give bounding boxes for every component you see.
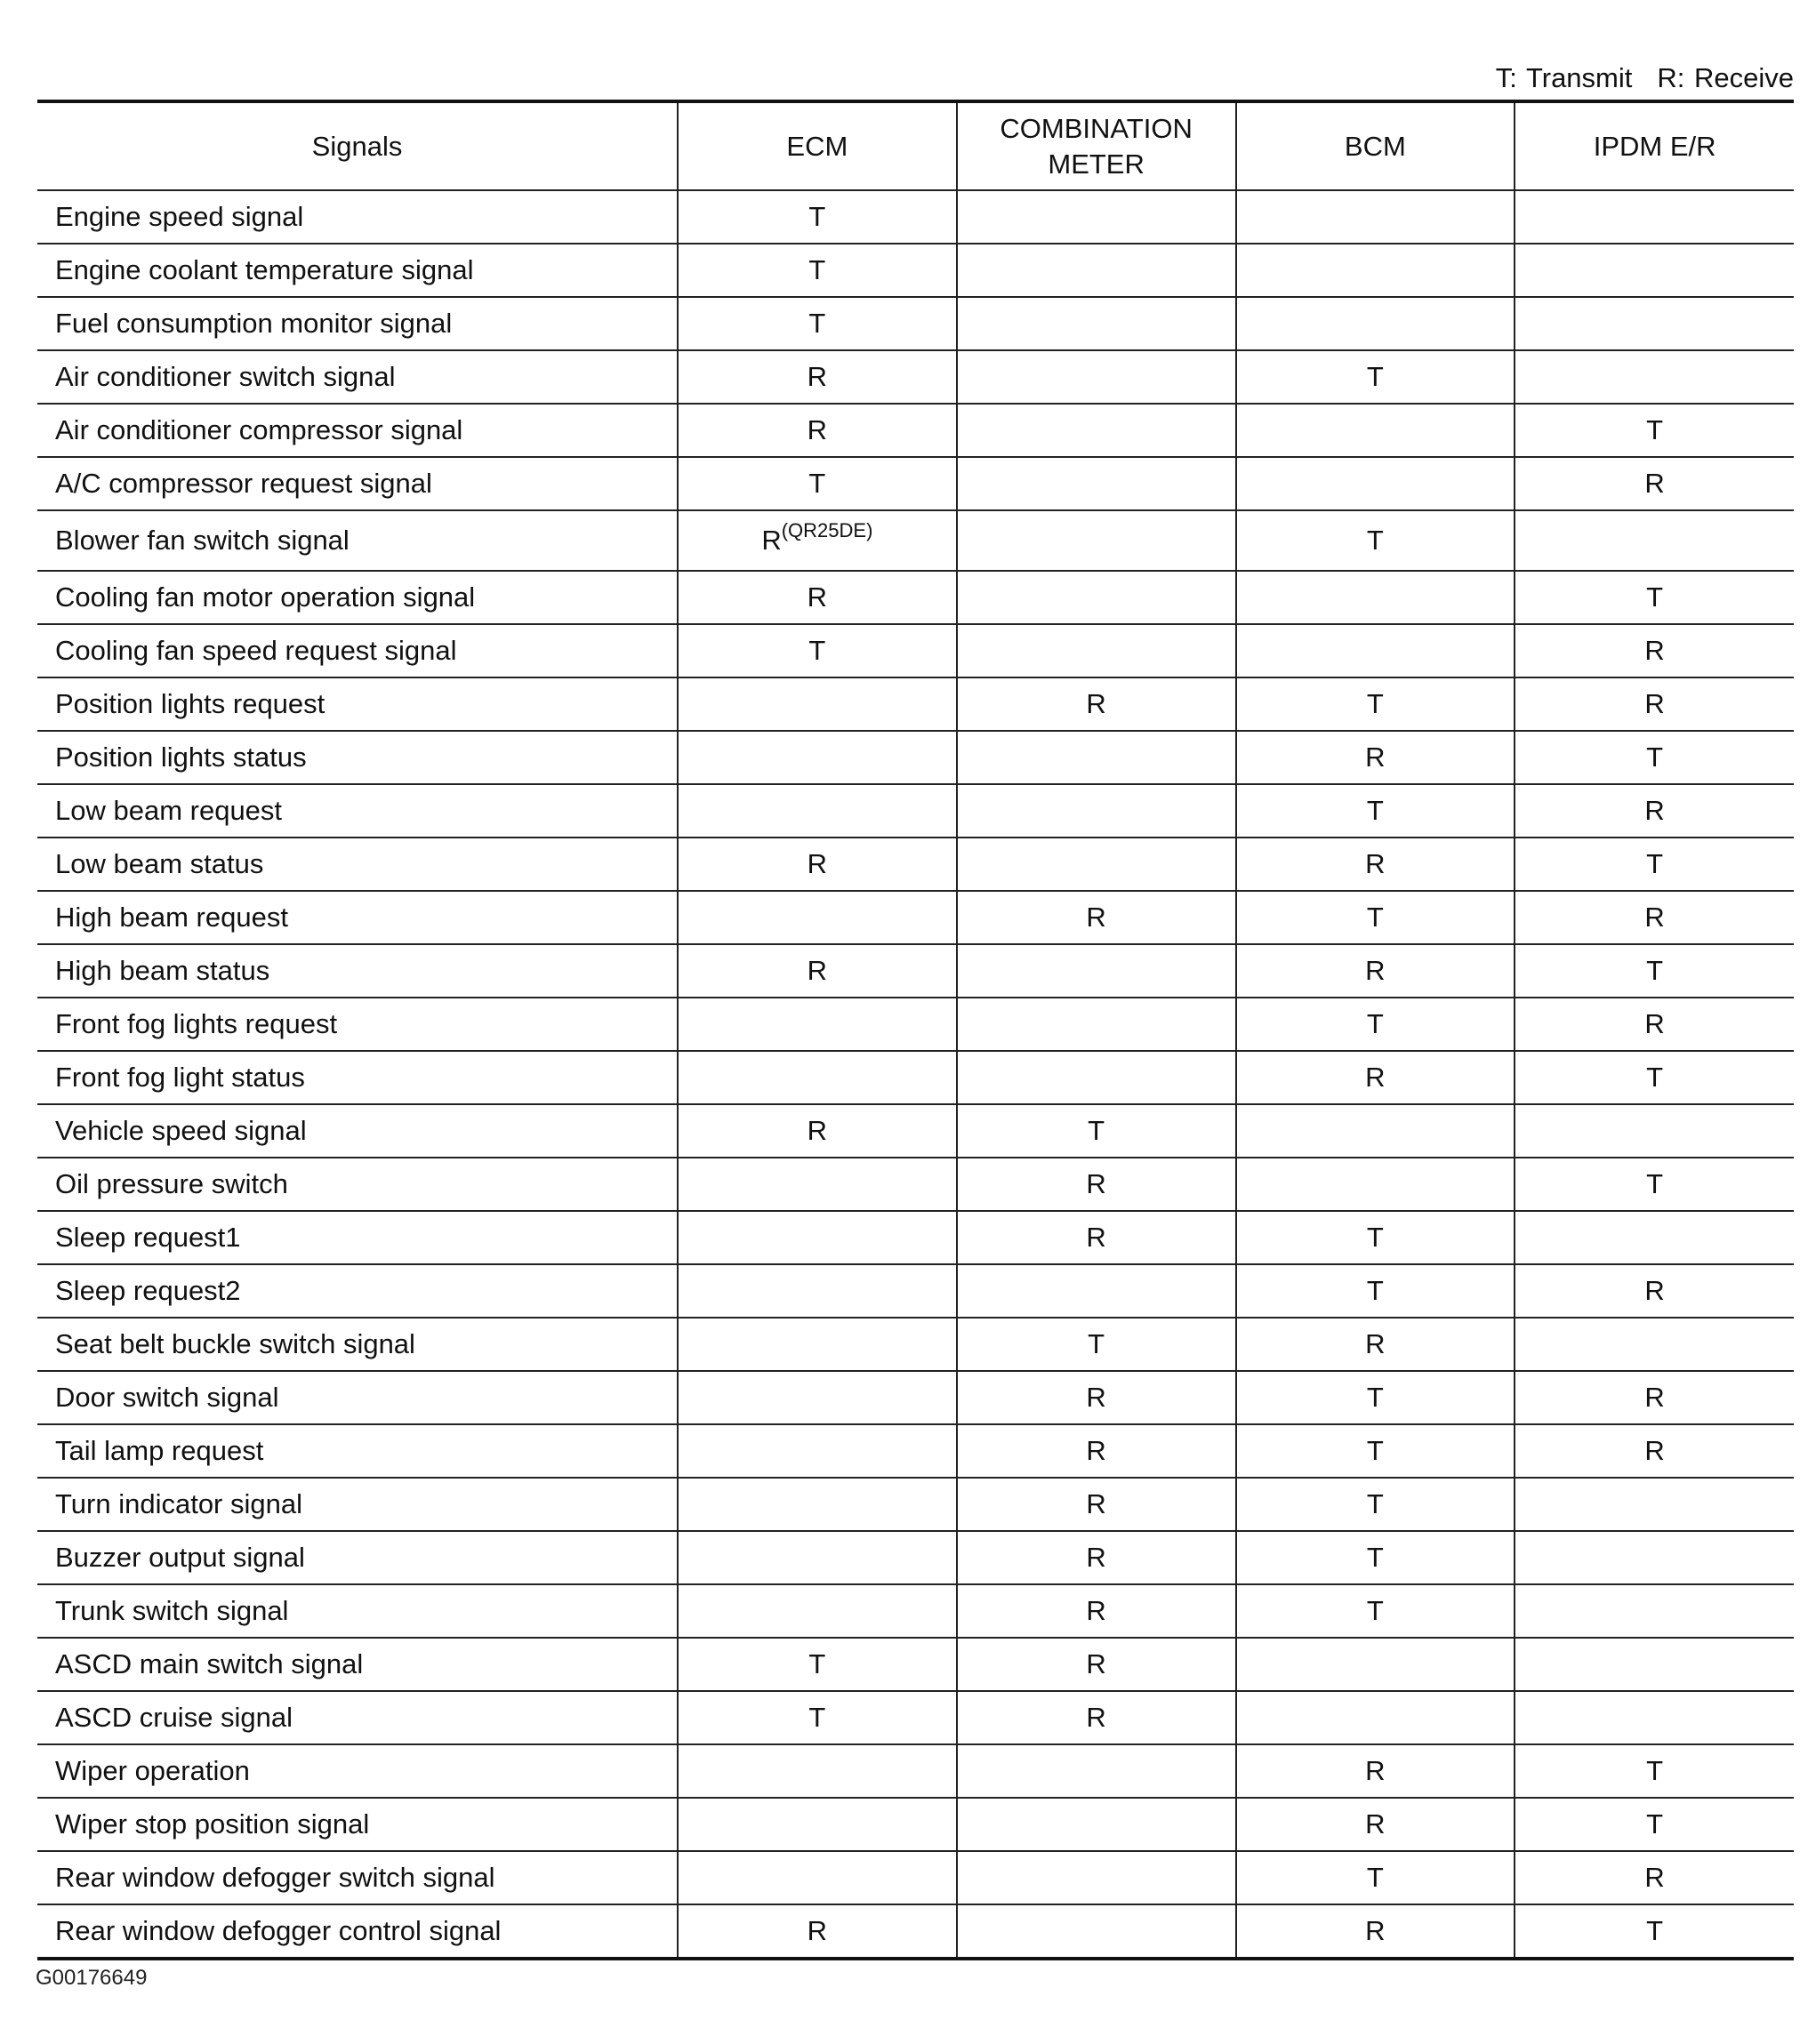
bcm-cell <box>1236 1851 1515 1904</box>
table-row <box>37 1371 1794 1424</box>
ecm-cell <box>678 1691 957 1744</box>
ecm-cell-value: T <box>808 201 826 232</box>
combination-meter-cell-value: R <box>1086 1488 1106 1519</box>
bcm-cell-value: T <box>1366 361 1384 392</box>
combination-meter-cell <box>957 784 1236 838</box>
ecm-cell-value: R <box>761 525 782 556</box>
bcm-cell-value: T <box>1366 1382 1384 1413</box>
ecm-cell <box>678 677 957 731</box>
bcm-cell <box>1236 457 1515 510</box>
bcm-cell <box>1236 571 1515 624</box>
signal-name: Fuel consumption monitor signal <box>37 297 678 350</box>
ipdm-cell <box>1515 1264 1794 1318</box>
table-row <box>37 1104 1794 1158</box>
combination-meter-cell-value: T <box>1088 1328 1105 1359</box>
ipdm-cell <box>1515 998 1794 1051</box>
signal-name: High beam status <box>37 944 678 998</box>
ipdm-cell-value: T <box>1646 414 1664 445</box>
ipdm-cell <box>1515 1211 1794 1264</box>
table-row <box>37 891 1794 944</box>
bcm-cell <box>1236 1531 1515 1584</box>
table-row <box>37 571 1794 624</box>
bcm-cell <box>1236 1478 1515 1531</box>
signal-name: Blower fan switch signal <box>37 510 678 571</box>
bcm-cell-value: R <box>1365 1755 1386 1786</box>
bcm-cell-value: T <box>1366 525 1384 556</box>
table-row <box>37 1158 1794 1211</box>
signal-name: ASCD cruise signal <box>37 1691 678 1744</box>
ipdm-cell-value: T <box>1646 1915 1664 1946</box>
table-row <box>37 1904 1794 1959</box>
signal-name: Tail lamp request <box>37 1424 678 1478</box>
header-ecm: ECM <box>678 101 957 190</box>
bcm-cell <box>1236 244 1515 297</box>
combination-meter-cell <box>957 1744 1236 1798</box>
ecm-cell <box>678 1104 957 1158</box>
ecm-cell <box>678 1478 957 1531</box>
combination-meter-cell <box>957 944 1236 998</box>
table-row <box>37 1051 1794 1104</box>
combination-meter-cell <box>957 1371 1236 1424</box>
ecm-cell-value: T <box>808 468 826 499</box>
figure-id: G00176649 <box>36 1966 148 1990</box>
ipdm-cell <box>1515 457 1794 510</box>
table-row <box>37 1424 1794 1478</box>
ipdm-cell <box>1515 1478 1794 1531</box>
signal-name: Sleep request2 <box>37 1264 678 1318</box>
ecm-cell-value: R <box>807 1115 828 1146</box>
ecm-cell <box>678 1584 957 1638</box>
ecm-cell <box>678 571 957 624</box>
ipdm-cell <box>1515 1691 1794 1744</box>
signal-name: ASCD main switch signal <box>37 1638 678 1691</box>
legend-receive: R: Receive <box>1657 62 1794 93</box>
bcm-cell <box>1236 1638 1515 1691</box>
combination-meter-cell <box>957 1158 1236 1211</box>
bcm-cell-value: T <box>1366 688 1384 719</box>
ipdm-cell-value: R <box>1644 795 1665 826</box>
table-row <box>37 244 1794 297</box>
ecm-cell <box>678 1318 957 1371</box>
ecm-cell <box>678 404 957 457</box>
signal-rows <box>37 190 1794 1959</box>
signal-name: Front fog lights request <box>37 998 678 1051</box>
ecm-cell <box>678 1424 957 1478</box>
bcm-cell <box>1236 784 1515 838</box>
bcm-cell <box>1236 1798 1515 1851</box>
ecm-cell-value: R <box>807 414 828 445</box>
ecm-cell-value: T <box>808 308 826 339</box>
ecm-cell-value: T <box>808 1648 826 1679</box>
signal-name: Cooling fan speed request signal <box>37 624 678 677</box>
ipdm-cell <box>1515 1318 1794 1371</box>
ecm-cell <box>678 891 957 944</box>
ipdm-cell <box>1515 838 1794 891</box>
table-row <box>37 1744 1794 1798</box>
table-row <box>37 784 1794 838</box>
ecm-cell <box>678 1744 957 1798</box>
table-row <box>37 404 1794 457</box>
ipdm-cell-value: T <box>1646 741 1664 773</box>
ipdm-cell <box>1515 244 1794 297</box>
ecm-cell-value: T <box>808 635 826 666</box>
bcm-cell-value: T <box>1366 795 1384 826</box>
combination-meter-cell <box>957 1904 1236 1959</box>
bcm-cell <box>1236 944 1515 998</box>
ecm-cell <box>678 784 957 838</box>
ipdm-cell <box>1515 1584 1794 1638</box>
ecm-cell-value: R <box>807 1915 828 1946</box>
bcm-cell <box>1236 677 1515 731</box>
ipdm-cell <box>1515 1531 1794 1584</box>
bcm-cell <box>1236 1264 1515 1318</box>
ecm-cell <box>678 244 957 297</box>
table-row <box>37 1851 1794 1904</box>
ecm-cell <box>678 838 957 891</box>
ecm-cell-value: R <box>807 581 828 613</box>
ipdm-cell-value: R <box>1644 1008 1665 1039</box>
table-row <box>37 1531 1794 1584</box>
ecm-cell-value: R <box>807 361 828 392</box>
bcm-cell <box>1236 1104 1515 1158</box>
ecm-cell <box>678 1851 957 1904</box>
combination-meter-cell <box>957 677 1236 731</box>
signal-table <box>37 100 1794 1960</box>
table-row <box>37 1211 1794 1264</box>
header-combination-meter <box>957 101 1236 190</box>
bcm-cell <box>1236 510 1515 571</box>
bcm-cell <box>1236 624 1515 677</box>
combination-meter-cell <box>957 998 1236 1051</box>
ipdm-cell-value: T <box>1646 1755 1664 1786</box>
ecm-cell <box>678 1904 957 1959</box>
combination-meter-cell <box>957 1104 1236 1158</box>
ecm-cell <box>678 1798 957 1851</box>
ipdm-cell-value: T <box>1646 1808 1664 1840</box>
engine-variant-note: (QR25DE) <box>781 519 873 541</box>
table-row <box>37 1264 1794 1318</box>
table-row <box>37 350 1794 404</box>
table-row <box>37 457 1794 510</box>
ipdm-cell <box>1515 571 1794 624</box>
ipdm-cell <box>1515 190 1794 244</box>
ipdm-cell <box>1515 1104 1794 1158</box>
signal-name: Vehicle speed signal <box>37 1104 678 1158</box>
signal-name: Position lights request <box>37 677 678 731</box>
table-row <box>37 1584 1794 1638</box>
combination-meter-cell <box>957 190 1236 244</box>
combination-meter-cell <box>957 404 1236 457</box>
combination-meter-cell-value: R <box>1086 1168 1106 1199</box>
ipdm-cell <box>1515 1638 1794 1691</box>
ipdm-cell <box>1515 350 1794 404</box>
ipdm-cell-value: R <box>1644 688 1665 719</box>
bcm-cell <box>1236 998 1515 1051</box>
ipdm-cell <box>1515 677 1794 731</box>
combination-meter-cell <box>957 1638 1236 1691</box>
ipdm-cell <box>1515 1851 1794 1904</box>
combination-meter-cell-value: R <box>1086 1702 1106 1733</box>
bcm-cell-value: R <box>1365 1328 1386 1359</box>
ecm-cell <box>678 1371 957 1424</box>
header-row <box>37 101 1794 190</box>
combination-meter-cell <box>957 1531 1236 1584</box>
bcm-cell <box>1236 1318 1515 1371</box>
ipdm-cell <box>1515 731 1794 784</box>
table-row <box>37 838 1794 891</box>
ipdm-cell <box>1515 1051 1794 1104</box>
bcm-cell <box>1236 1211 1515 1264</box>
signal-name: A/C compressor request signal <box>37 457 678 510</box>
ipdm-cell-value: T <box>1646 848 1664 879</box>
bcm-cell <box>1236 1744 1515 1798</box>
signal-name: Air conditioner compressor signal <box>37 404 678 457</box>
header-signals: Signals <box>37 101 678 190</box>
combination-meter-cell-value: R <box>1086 1382 1106 1413</box>
ecm-cell <box>678 297 957 350</box>
combination-meter-cell <box>957 571 1236 624</box>
bcm-cell <box>1236 404 1515 457</box>
ecm-cell <box>678 731 957 784</box>
transmit-receive-legend <box>1496 62 1794 94</box>
combination-meter-cell-value: R <box>1086 1648 1106 1679</box>
bcm-cell <box>1236 1904 1515 1959</box>
combination-meter-cell <box>957 1264 1236 1318</box>
signal-name: Front fog light status <box>37 1051 678 1104</box>
ipdm-cell-value: R <box>1644 1862 1665 1893</box>
ipdm-cell <box>1515 944 1794 998</box>
can-signal-chart <box>37 100 1794 1960</box>
combination-meter-cell <box>957 1851 1236 1904</box>
ipdm-cell <box>1515 1904 1794 1959</box>
ipdm-cell <box>1515 784 1794 838</box>
signal-name: Oil pressure switch <box>37 1158 678 1211</box>
table-row <box>37 1691 1794 1744</box>
combination-meter-cell-value: R <box>1086 1222 1106 1253</box>
ecm-cell <box>678 998 957 1051</box>
ipdm-cell-value: R <box>1644 1275 1665 1306</box>
ecm-cell-value: T <box>808 254 826 285</box>
combination-meter-cell-value: R <box>1086 1542 1106 1573</box>
combination-meter-cell <box>957 457 1236 510</box>
combination-meter-cell <box>957 1584 1236 1638</box>
ipdm-cell-value: R <box>1644 635 1665 666</box>
ipdm-cell-value: R <box>1644 902 1665 933</box>
ecm-cell <box>678 624 957 677</box>
header-combination-meter-line2: METER <box>1048 148 1145 180</box>
combination-meter-cell-value: R <box>1086 688 1106 719</box>
ecm-cell <box>678 457 957 510</box>
combination-meter-cell <box>957 297 1236 350</box>
signal-name: Door switch signal <box>37 1371 678 1424</box>
ipdm-cell <box>1515 624 1794 677</box>
bcm-cell-value: T <box>1366 1862 1384 1893</box>
ecm-cell <box>678 1051 957 1104</box>
signal-name: Buzzer output signal <box>37 1531 678 1584</box>
ipdm-cell-value: R <box>1644 1382 1665 1413</box>
table-row <box>37 190 1794 244</box>
combination-meter-cell <box>957 1051 1236 1104</box>
signal-name: Engine speed signal <box>37 190 678 244</box>
combination-meter-cell <box>957 838 1236 891</box>
bcm-cell <box>1236 1584 1515 1638</box>
signal-name: Sleep request1 <box>37 1211 678 1264</box>
combination-meter-cell <box>957 1691 1236 1744</box>
ipdm-cell-value: T <box>1646 1168 1664 1199</box>
bcm-cell <box>1236 838 1515 891</box>
ipdm-cell <box>1515 510 1794 571</box>
bcm-cell-value: T <box>1366 1488 1384 1519</box>
table-row <box>37 944 1794 998</box>
header-ipdm: IPDM E/R <box>1515 101 1794 190</box>
bcm-cell-value: T <box>1366 1435 1384 1466</box>
bcm-cell <box>1236 350 1515 404</box>
table-row <box>37 731 1794 784</box>
table-row <box>37 1798 1794 1851</box>
ipdm-cell-value: R <box>1644 1435 1665 1466</box>
bcm-cell <box>1236 1051 1515 1104</box>
ipdm-cell <box>1515 891 1794 944</box>
ipdm-cell <box>1515 297 1794 350</box>
table-row <box>37 998 1794 1051</box>
signal-name: Rear window defogger control signal <box>37 1904 678 1959</box>
signal-name: Cooling fan motor operation signal <box>37 571 678 624</box>
bcm-cell-value: T <box>1366 902 1384 933</box>
ecm-cell <box>678 1531 957 1584</box>
table-row <box>37 1638 1794 1691</box>
ipdm-cell-value: T <box>1646 1062 1664 1093</box>
ipdm-cell <box>1515 404 1794 457</box>
ipdm-cell-value: T <box>1646 955 1664 986</box>
bcm-cell-value: T <box>1366 1275 1384 1306</box>
ecm-cell <box>678 350 957 404</box>
bcm-cell <box>1236 1158 1515 1211</box>
bcm-cell <box>1236 190 1515 244</box>
ecm-cell <box>678 944 957 998</box>
combination-meter-cell-value: T <box>1088 1115 1105 1146</box>
ecm-cell <box>678 190 957 244</box>
bcm-cell-value: R <box>1365 848 1386 879</box>
combination-meter-cell <box>957 510 1236 571</box>
signal-name: Position lights status <box>37 731 678 784</box>
ecm-cell-value: T <box>808 1702 826 1733</box>
signal-name: Low beam request <box>37 784 678 838</box>
signal-name: Wiper operation <box>37 1744 678 1798</box>
ipdm-cell <box>1515 1158 1794 1211</box>
ecm-cell <box>678 1264 957 1318</box>
ipdm-cell <box>1515 1371 1794 1424</box>
combination-meter-cell <box>957 731 1236 784</box>
combination-meter-cell <box>957 1318 1236 1371</box>
bcm-cell-value: R <box>1365 1808 1386 1840</box>
bcm-cell-value: R <box>1365 741 1386 773</box>
bcm-cell <box>1236 731 1515 784</box>
combination-meter-cell <box>957 1478 1236 1531</box>
bcm-cell <box>1236 1424 1515 1478</box>
bcm-cell <box>1236 891 1515 944</box>
ipdm-cell <box>1515 1798 1794 1851</box>
bcm-cell <box>1236 1371 1515 1424</box>
combination-meter-cell-value: R <box>1086 1435 1106 1466</box>
signal-name: Trunk switch signal <box>37 1584 678 1638</box>
combination-meter-cell <box>957 1211 1236 1264</box>
table-row <box>37 510 1794 571</box>
bcm-cell-value: R <box>1365 955 1386 986</box>
ecm-cell <box>678 1211 957 1264</box>
signal-name: Seat belt buckle switch signal <box>37 1318 678 1371</box>
table-row <box>37 677 1794 731</box>
ipdm-cell <box>1515 1424 1794 1478</box>
signal-name: Engine coolant temperature signal <box>37 244 678 297</box>
bcm-cell-value: R <box>1365 1915 1386 1946</box>
bcm-cell-value: T <box>1366 1542 1384 1573</box>
combination-meter-cell <box>957 244 1236 297</box>
table-row <box>37 1478 1794 1531</box>
signal-name: Low beam status <box>37 838 678 891</box>
bcm-cell <box>1236 1691 1515 1744</box>
combination-meter-cell <box>957 350 1236 404</box>
combination-meter-cell <box>957 1798 1236 1851</box>
signal-name: Air conditioner switch signal <box>37 350 678 404</box>
bcm-cell-value: T <box>1366 1222 1384 1253</box>
table-row <box>37 1318 1794 1371</box>
combination-meter-cell <box>957 624 1236 677</box>
bcm-cell <box>1236 297 1515 350</box>
bcm-cell-value: R <box>1365 1062 1386 1093</box>
header-bcm: BCM <box>1236 101 1515 190</box>
ipdm-cell-value: T <box>1646 581 1664 613</box>
ecm-cell <box>678 1638 957 1691</box>
bcm-cell-value: T <box>1366 1595 1384 1626</box>
ipdm-cell <box>1515 1744 1794 1798</box>
table-row <box>37 624 1794 677</box>
signal-name: Wiper stop position signal <box>37 1798 678 1851</box>
ecm-cell-value: R <box>807 955 828 986</box>
signal-name: High beam request <box>37 891 678 944</box>
combination-meter-cell-value: R <box>1086 1595 1106 1626</box>
ecm-cell <box>678 510 957 571</box>
ecm-cell-value: R <box>807 848 828 879</box>
combination-meter-cell <box>957 1424 1236 1478</box>
signal-name: Turn indicator signal <box>37 1478 678 1531</box>
combination-meter-cell <box>957 891 1236 944</box>
header-combination-meter-line1: COMBINATION <box>1000 112 1193 144</box>
bcm-cell-value: T <box>1366 1008 1384 1039</box>
ipdm-cell-value: R <box>1644 468 1665 499</box>
signal-name: Rear window defogger switch signal <box>37 1851 678 1904</box>
combination-meter-cell-value: R <box>1086 902 1106 933</box>
ecm-cell <box>678 1158 957 1211</box>
legend-transmit: T: Transmit <box>1495 62 1633 93</box>
table-row <box>37 297 1794 350</box>
